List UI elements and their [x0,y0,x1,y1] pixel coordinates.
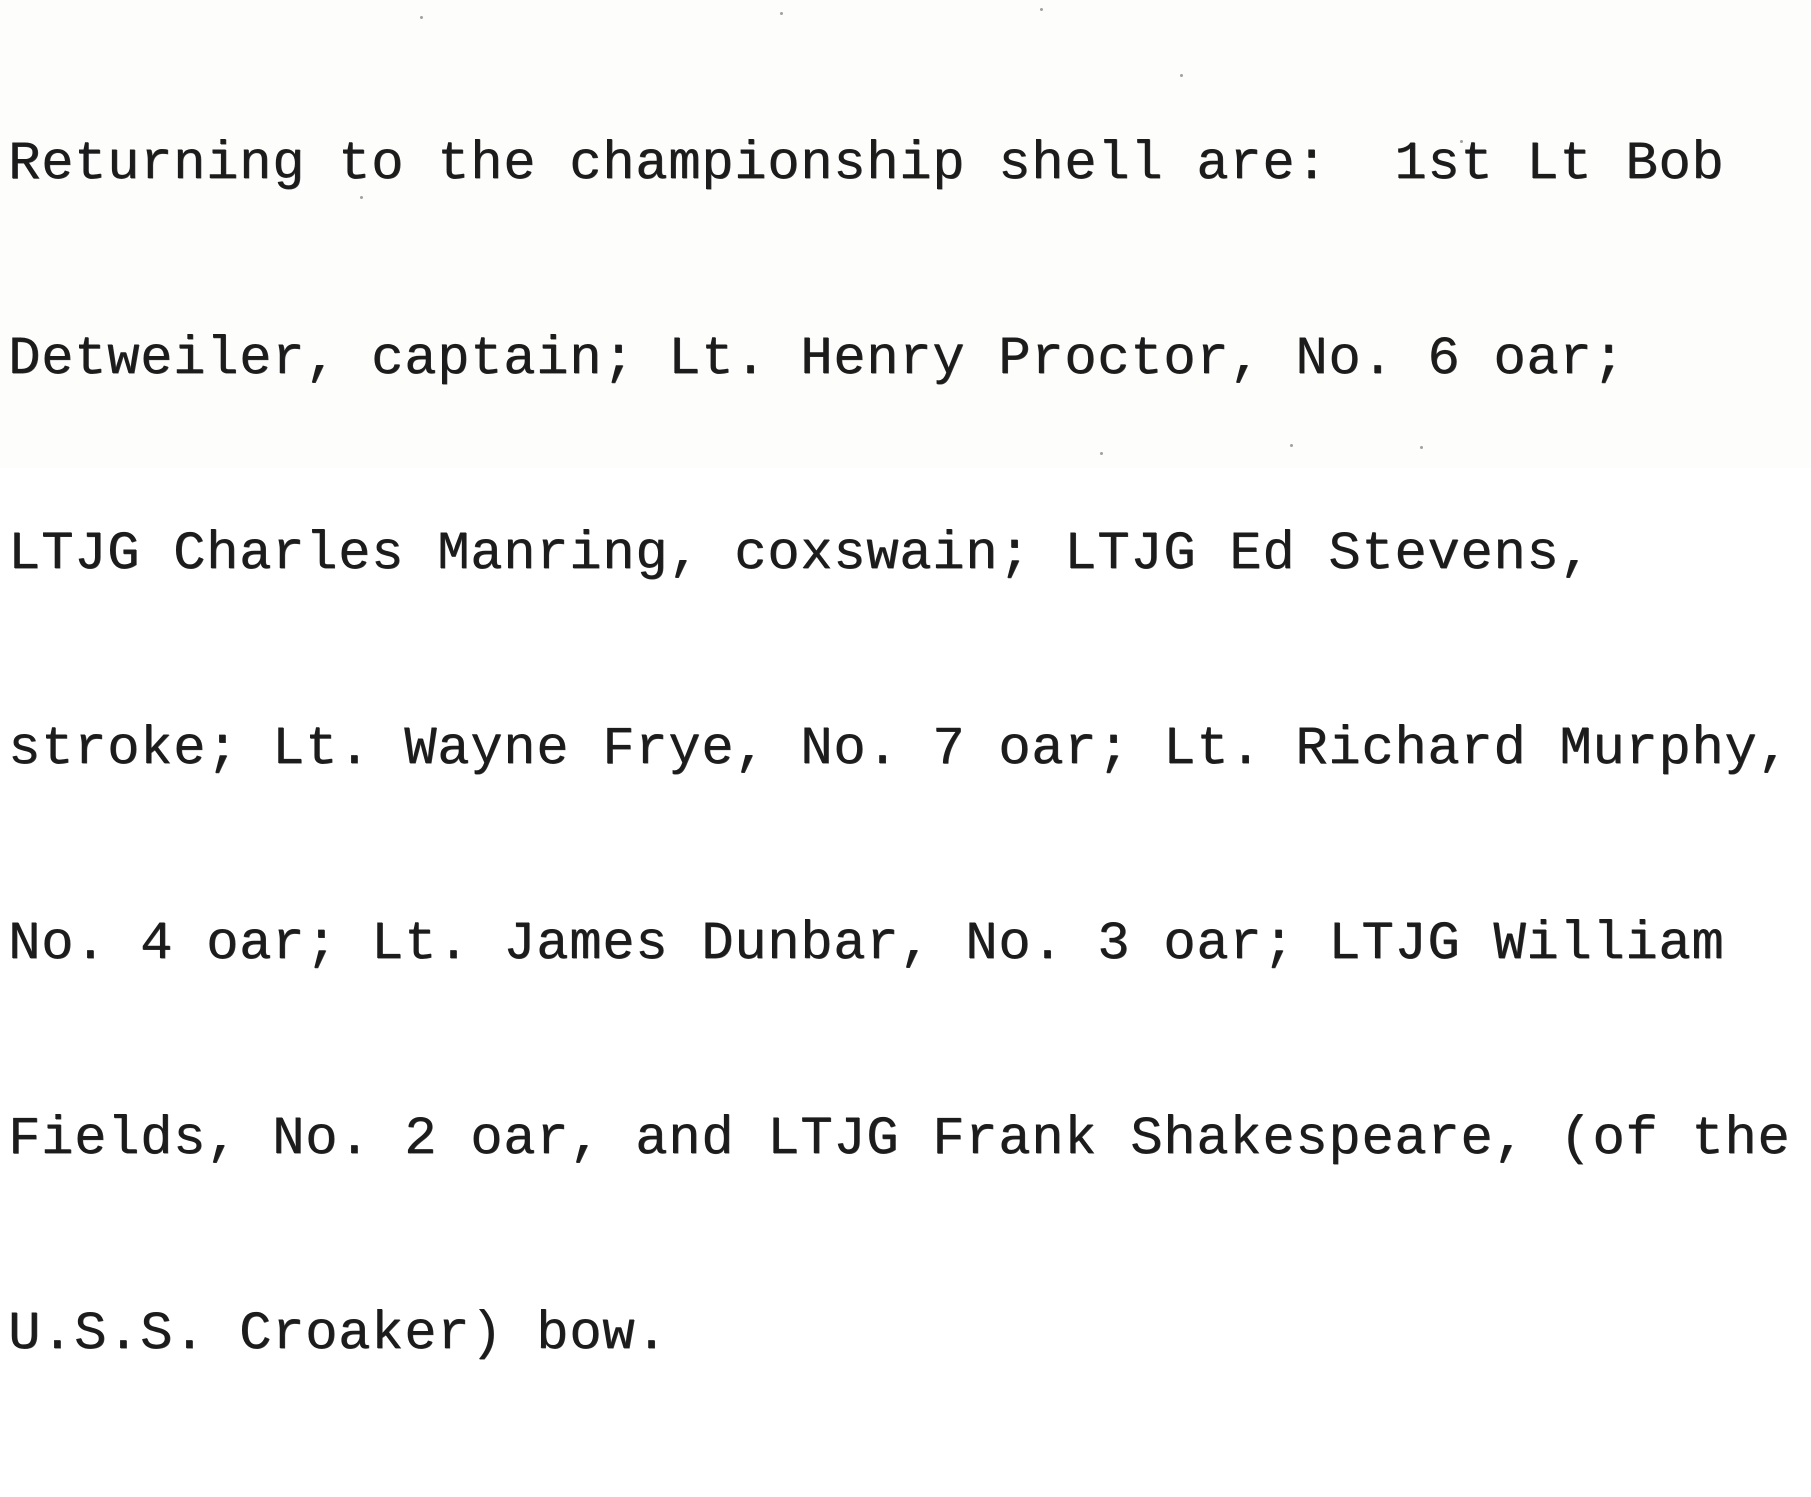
text-line: U.S.S. Croaker) bow. [8,1304,669,1365]
text-line: Fields, No. 2 oar, and LTJG Frank Shakespeare, (of the [8,1109,1791,1170]
crew-roster-paragraph [8,2,1808,1497]
text-line: Returning to the championship shell are: 1st Lt Bob [8,134,1725,195]
text-line: No. 4 oar; Lt. James Dunbar, No. 3 oar; LTJG William [8,914,1725,975]
text-line: stroke; Lt. Wayne Frye, No. 7 oar; Lt. Richard Murphy, [8,719,1791,780]
text-line: Detweiler, captain; Lt. Henry Proctor, No. 6 oar; [8,329,1626,390]
text-line: LTJG Charles Manring, coxswain; LTJG Ed Stevens, [8,524,1593,585]
